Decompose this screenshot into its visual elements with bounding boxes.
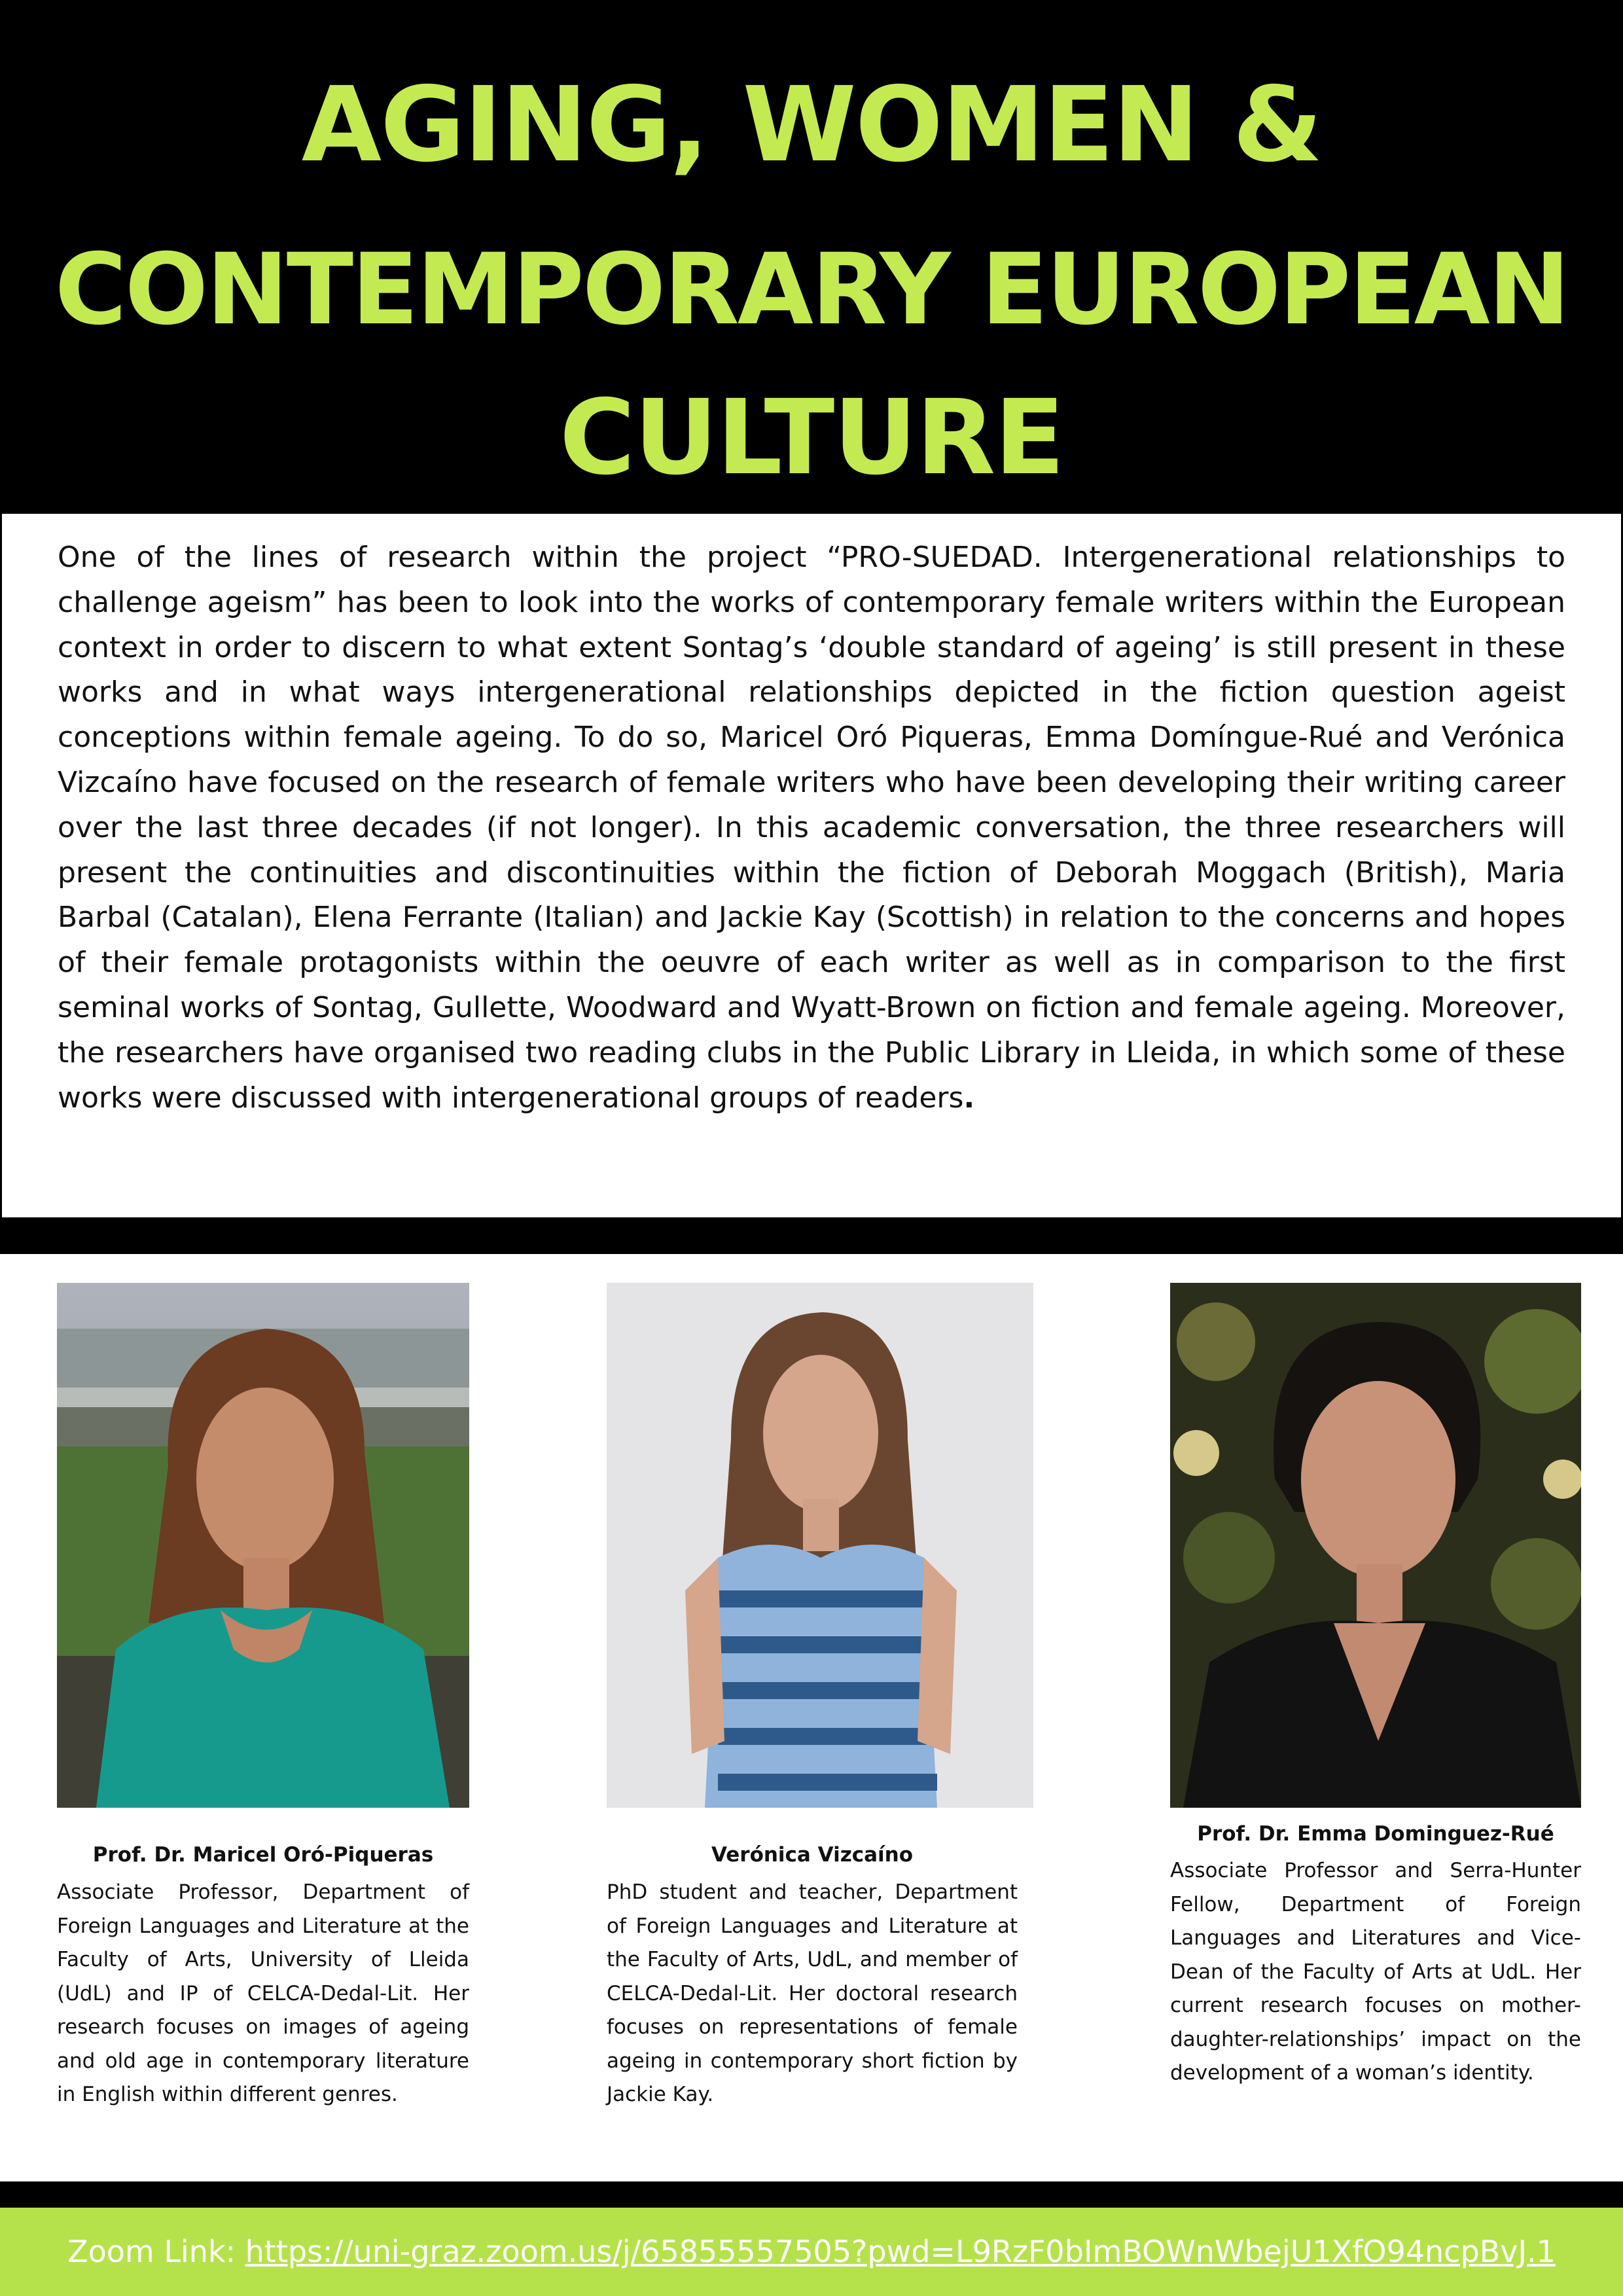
portrait-photo-icon — [57, 1283, 469, 1808]
zoom-link[interactable]: https://uni-graz.zoom.us/j/65855557505?pwd=L9RzF0bImBOWnWbejU1XfO94ncpBvJ.1 — [245, 2234, 1556, 2269]
zoom-link-label: Zoom Link: — [67, 2234, 245, 2269]
title-line-1: AGING, WOMEN & — [301, 65, 1322, 185]
abstract-end-mark: . — [963, 1081, 975, 1115]
footer-black-bar — [0, 2181, 1623, 2208]
header-banner — [0, 0, 1623, 514]
abstract-text: One of the lines of research within the project “PRO-SUEDAD. Intergenerational relationships to challenge ageism” has been to look into the works of contemporary female writers within the European context in order to discern to what extent Sontag’s ‘double standard of ageing’ is still present in these works and in what ways intergenerational relationships depicted in the fiction question ageist conceptions within female ageing. To do so, Maricel Oró Piqueras, Emma Domíngue-Rué and Verónica Vizcaíno have focused on the research of female writers who have been developing their writing career over the last three decades (if not longer). In this academic conversation, the three researchers will present the continuities and discontinuities within the fiction of Deborah Moggach (British), Maria Barbal (Catalan), Elena Ferrante (Italian) and Jackie Kay (Scottish) in relation to the concerns and hopes of their female protagonists within the oeuvre of each writer as well as in comparison to the first seminal works of Sontag, Gullette, Woodward and Wyatt-Brown on fiction and female ageing. Moreover, the researchers have organised two reading clubs in the Public Library in Lleida, in which some of these works were discussed with intergenerational groups of readers — [58, 541, 1565, 1115]
speaker-2-bio: PhD student and teacher, Department of Foreign Languages and Literature at the Faculty of Arts, UdL, and member of CELCA-Dedal-Lit. Her doctoral research focuses on representations of female ageing in contemporary short fiction by Jackie Kay. — [607, 1880, 1018, 2106]
portrait-photo-icon — [1170, 1283, 1581, 1808]
speaker-1-bio: Associate Professor, Department of Foreign Languages and Literature at the Faculty of Arts, University of Lleida (UdL) and IP of CELCA-Dedal-Lit. Her research focuses on images of ageing and old age in contemporary literature in English within different genres. — [57, 1880, 469, 2106]
left-border — [0, 514, 2, 1217]
speaker-1-photo — [57, 1283, 469, 1808]
speaker-2-photo — [607, 1283, 1033, 1808]
speaker-3-name: Prof. Dr. Emma Dominguez-Rué — [1197, 1822, 1554, 1846]
footer-zoom-bar — [0, 2208, 1623, 2296]
title-line-2: CONTEMPORARY EUROPEAN — [54, 233, 1569, 347]
portrait-photo-icon — [607, 1283, 1033, 1808]
separator-bar — [0, 1217, 1623, 1254]
speaker-3-bio: Associate Professor and Serra-Hunter Fellow, Department of Foreign Languages and Literatures and Vice-Dean of the Faculty of Arts at UdL. Her current research focuses on mother-daughter-relationships’ impact on the development of a woman’s identity. — [1170, 1859, 1581, 2085]
speaker-3-photo — [1170, 1283, 1581, 1808]
speaker-2-name: Verónica Vizcaíno — [711, 1843, 914, 1867]
speaker-1-name: Prof. Dr. Maricel Oró-Piqueras — [92, 1843, 434, 1867]
title-line-3: CULTURE — [559, 378, 1064, 498]
abstract-paragraph — [58, 535, 1565, 1121]
